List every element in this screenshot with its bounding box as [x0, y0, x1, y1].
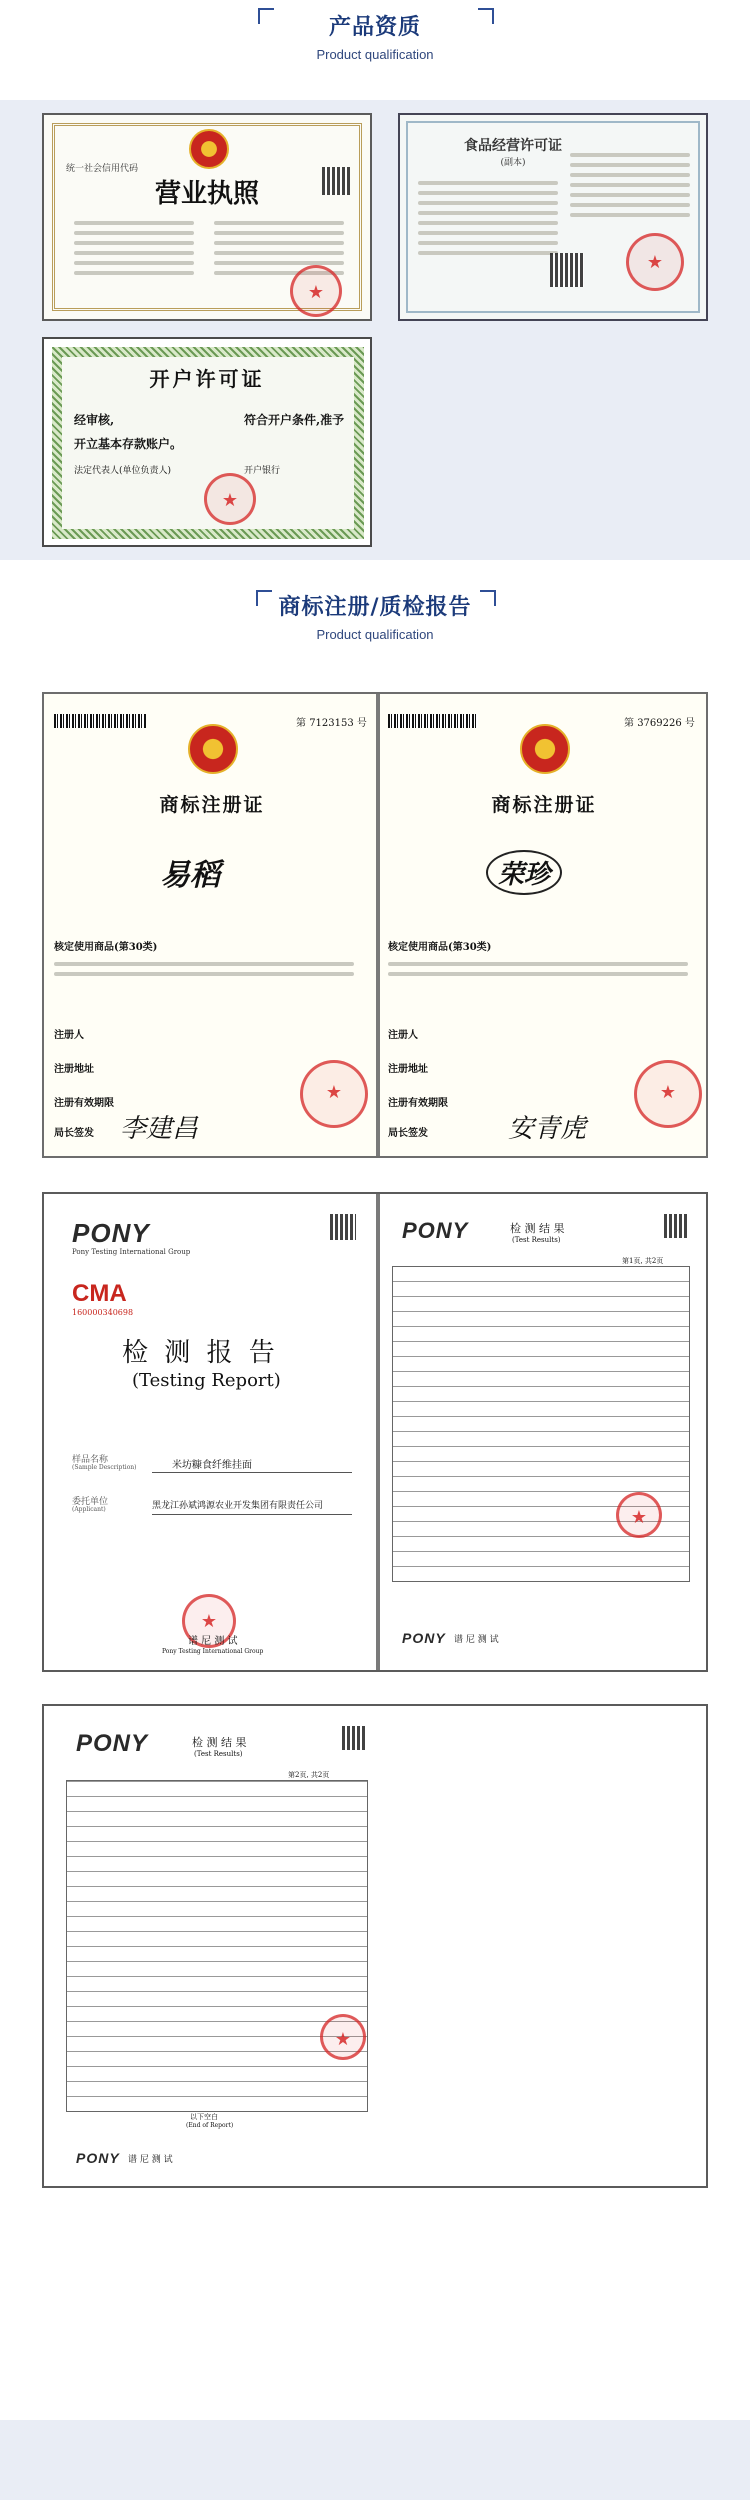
qr-code-icon: [664, 1214, 688, 1238]
qr-code-icon: [342, 1726, 366, 1750]
pony-logo-footer: PONY: [76, 2150, 120, 2166]
pony-logo: PONY: [76, 1730, 149, 1757]
client-label-en: (Applicant): [72, 1506, 106, 1513]
cma-number: 160000340698: [72, 1308, 134, 1317]
tm1-number: 7123153: [309, 718, 354, 729]
red-seal-stamp: [300, 1060, 368, 1128]
red-seal-stamp: [320, 2014, 366, 2060]
section-title-zh: 产品资质: [328, 15, 421, 40]
barcode-icon: [388, 714, 478, 728]
national-emblem-icon: [189, 129, 229, 169]
pony-logo-footer: PONY: [402, 1630, 446, 1646]
tm2-no-suffix: 号: [684, 718, 695, 729]
bracket-left-decor: [258, 8, 274, 24]
tm2-valid: 注册有效期限: [388, 1098, 448, 1109]
account-permit-image: [42, 337, 372, 547]
qr-code-icon: [322, 167, 350, 195]
tm2-director: 局长签发: [388, 1128, 428, 1139]
food-license-image: [398, 113, 708, 321]
pony-logo: PONY: [402, 1218, 469, 1243]
tm2-title: 商标注册证: [491, 794, 597, 816]
qr-code-icon: [330, 1214, 356, 1240]
tm1-registrant: 注册人: [54, 1030, 84, 1041]
section2-title-en: Product qualification: [316, 627, 434, 642]
tm2-mark: 荣珍: [486, 850, 562, 895]
account-bank: 开户银行: [244, 466, 281, 476]
tm2-no-label: 第: [624, 718, 634, 729]
testing-report-panel: [42, 1192, 708, 1672]
license-subtitle: 统一社会信用代码: [66, 164, 139, 174]
food-license-sub: (副本): [500, 158, 526, 168]
tm1-title: 商标注册证: [159, 794, 265, 816]
tm1-no-label: 第: [296, 718, 306, 729]
account-permit-title: 开户许可证: [149, 367, 265, 391]
red-seal-stamp: [634, 1060, 702, 1128]
results-page-1: 第1页, 共2页: [622, 1257, 664, 1265]
sample-label: 样品名称: [72, 1455, 109, 1465]
results-page-2: 第2页, 共2页: [288, 1771, 330, 1779]
red-seal-stamp: [626, 233, 684, 291]
red-seal-stamp: [290, 265, 342, 317]
tm1-mark: 易稻: [160, 858, 220, 893]
tm2-address: 注册地址: [388, 1064, 428, 1075]
tm1-director: 局长签发: [54, 1128, 94, 1139]
cma-logo: CMA: [72, 1280, 127, 1307]
results-end-en: (End of Report): [186, 2122, 234, 2129]
tm1-signature: 李建昌: [120, 1114, 199, 1144]
business-license-image: [42, 113, 372, 321]
food-license-title: 食品经营许可证: [464, 138, 562, 154]
red-seal-stamp: [616, 1492, 662, 1538]
report-title-en: (Testing Report): [132, 1370, 281, 1391]
account-line2: 符合开户条件,准予: [244, 413, 345, 427]
section-header-trademark: [0, 590, 750, 642]
barcode-icon: [54, 714, 146, 728]
client-label: 委托单位: [72, 1497, 109, 1507]
section2-title-zh: 商标注册/质检报告: [278, 595, 472, 620]
section-header-qualification: [0, 10, 750, 62]
results2-title-en: (Test Results): [194, 1750, 243, 1758]
tm1-address: 注册地址: [54, 1064, 94, 1075]
results-table-2: [66, 1780, 368, 2112]
tm2-goods: 核定使用商品(第30类): [388, 942, 492, 953]
sample-label-en: (Sample Description): [72, 1464, 137, 1471]
results-title-en: (Test Results): [512, 1236, 561, 1244]
results-title: 检 测 结 果: [510, 1222, 565, 1235]
report-footer-cn: 谱 尼 测 试: [188, 1636, 238, 1647]
license-title: 营业执照: [154, 179, 259, 209]
tm1-no-suffix: 号: [356, 718, 367, 729]
test-results-page2: [42, 1704, 708, 2188]
qr-code-icon: [550, 253, 584, 287]
tm2-number: 3769226: [637, 718, 682, 729]
footer-band: [0, 2420, 750, 2500]
tm1-goods: 核定使用商品(第30类): [54, 942, 158, 953]
pony-logo-sub: Pony Testing International Group: [72, 1248, 191, 1256]
trademark-panel: [42, 692, 708, 1158]
section-title-en: Product qualification: [316, 47, 434, 62]
bracket-right-decor: [478, 8, 494, 24]
bracket-left-decor: [256, 590, 272, 606]
report-title-zh: 检 测 报 告: [122, 1338, 279, 1368]
account-approval: 经审核,: [74, 413, 115, 427]
tm2-registrant: 注册人: [388, 1030, 418, 1041]
client-company: 黑龙江孙斌鸿源农业开发集团有限责任公司: [152, 1501, 324, 1511]
results2-footer-cn: 谱 尼 测 试: [128, 2155, 173, 2165]
account-line3: 开立基本存款账户。: [74, 437, 183, 451]
tm1-valid: 注册有效期限: [54, 1098, 114, 1109]
report-footer-en: Pony Testing International Group: [162, 1648, 264, 1655]
red-seal-stamp: [204, 473, 256, 525]
national-emblem-icon: [520, 724, 570, 774]
results-footer-cn: 谱 尼 测 试: [454, 1635, 499, 1645]
account-legal: 法定代表人(单位负责人): [74, 466, 172, 476]
sample-name: 米坊糠食纤维挂面: [172, 1460, 252, 1471]
results2-title: 检 测 结 果: [192, 1736, 247, 1749]
national-emblem-icon: [188, 724, 238, 774]
tm2-signature: 安青虎: [508, 1114, 587, 1144]
bracket-right-decor: [480, 590, 496, 606]
pony-logo: PONY: [72, 1218, 150, 1248]
results-end: 以下空白: [190, 2113, 218, 2121]
